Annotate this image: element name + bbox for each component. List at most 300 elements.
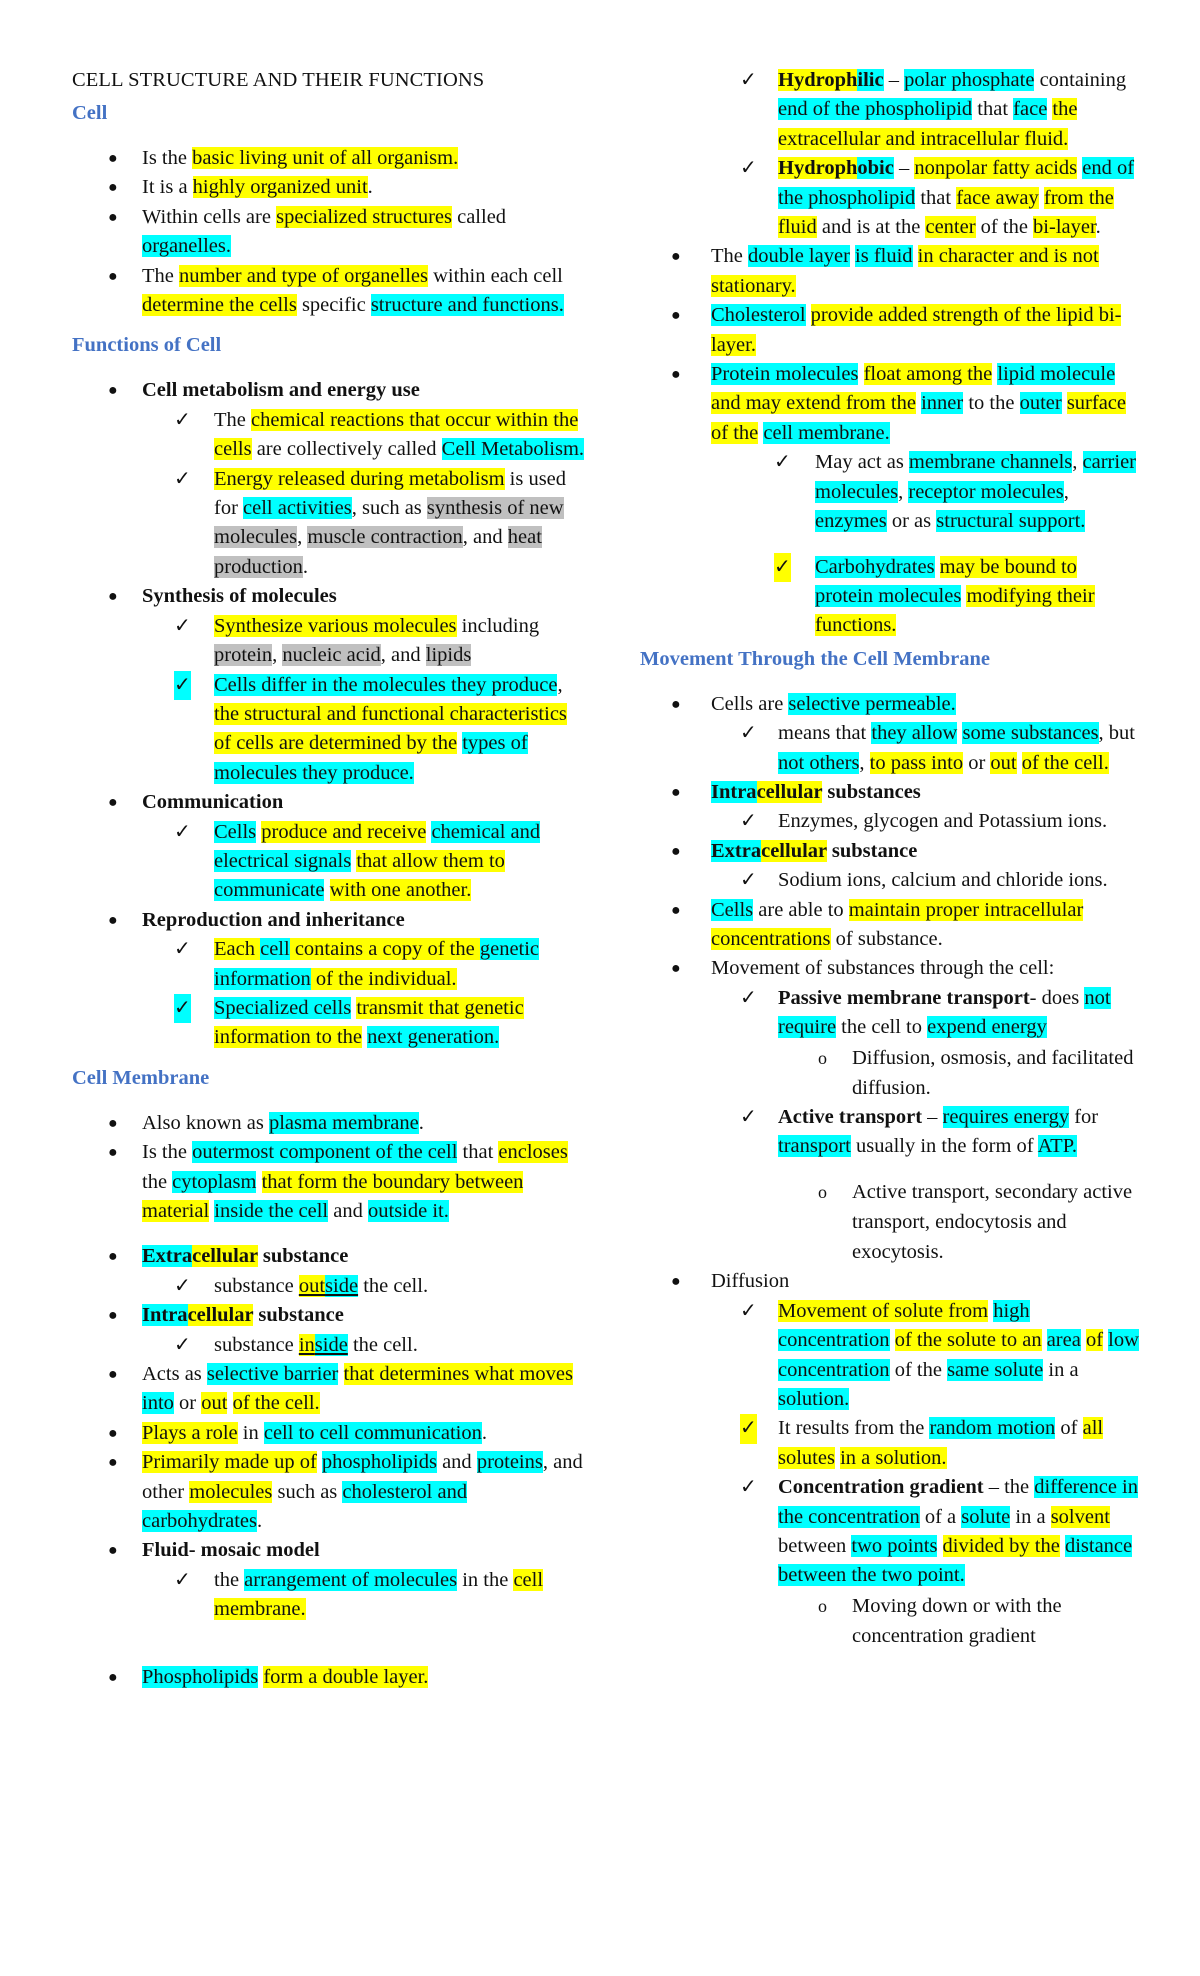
text-run: Cholesterol xyxy=(711,304,806,327)
text-run: encloses xyxy=(498,1141,568,1164)
text-run: out xyxy=(990,751,1017,774)
text-run: usually in the form of xyxy=(850,1135,1038,1157)
item-text: Active transport, secondary active transport, endocytosis and exocytosis. xyxy=(852,1181,1133,1264)
circle-bullet-icon: o xyxy=(818,1047,827,1068)
item-text xyxy=(142,265,564,316)
text-run: organelles. xyxy=(142,235,231,258)
text-run: provide added strength of the lipid bi-layer. xyxy=(711,304,1122,356)
bullet-icon: ● xyxy=(671,1273,681,1291)
list-item xyxy=(72,1138,587,1226)
text-run: of the cell. xyxy=(232,1392,320,1415)
text-run: Energy released during metabolism xyxy=(214,467,505,490)
text-run: with one another. xyxy=(329,879,472,902)
text-run: . xyxy=(302,555,308,578)
item-label: Reproduction and inheritance xyxy=(142,908,405,931)
text-run: , and other xyxy=(142,1451,583,1503)
item-text xyxy=(778,722,1135,773)
list-item xyxy=(72,582,587,611)
list-item xyxy=(640,866,1140,895)
text-run xyxy=(858,363,863,385)
text-run: The xyxy=(214,408,251,431)
text-run: inside the cell xyxy=(214,1200,329,1222)
text-run: cell xyxy=(260,938,290,961)
text-run: membrane channels xyxy=(908,451,1073,474)
text-run: face away xyxy=(956,186,1039,209)
text-run: selective permeable. xyxy=(788,692,956,715)
text-run: to the xyxy=(963,392,1020,415)
checkmark-icon: ✓ xyxy=(174,820,191,843)
text-run: that xyxy=(457,1141,499,1164)
list-item xyxy=(640,1297,1140,1415)
text-run: outer xyxy=(1019,392,1062,415)
text-run: cellular xyxy=(756,780,823,803)
text-run: – xyxy=(883,69,905,91)
text-run: high concentration xyxy=(778,1299,1030,1352)
bullet-icon: ● xyxy=(108,150,118,167)
item-text xyxy=(778,1106,1098,1157)
text-run: in character and is not stationary. xyxy=(711,245,1099,297)
text-run: specialized structures xyxy=(276,205,452,228)
heading-movement-through-cell-membrane: Movement Through the Cell Membrane xyxy=(640,647,990,670)
text-run: not others xyxy=(778,751,860,774)
item-text xyxy=(142,1141,568,1222)
list-item xyxy=(72,1242,587,1271)
item-text xyxy=(142,1422,487,1444)
text-run: out xyxy=(201,1392,228,1415)
text-run: , xyxy=(272,644,283,667)
item-label: Cell metabolism and energy use xyxy=(142,379,420,402)
text-run: in xyxy=(237,1421,264,1444)
checkmark-icon: ✓ xyxy=(174,1274,191,1297)
text-run: substance xyxy=(826,839,918,862)
text-run: genetic information xyxy=(214,938,540,990)
item-label xyxy=(142,1245,348,1267)
text-run: , xyxy=(1063,480,1069,503)
text-run: maintain proper intra xyxy=(848,898,1022,921)
bullet-icon: ● xyxy=(671,366,681,384)
text-run: to pass into xyxy=(869,751,964,774)
item-text xyxy=(142,1451,583,1532)
item-label: Synthesis of molecules xyxy=(142,585,337,608)
text-run: and xyxy=(328,1200,368,1222)
text-run: same solute xyxy=(947,1358,1044,1381)
text-run: surface of the xyxy=(711,392,1126,444)
item-text xyxy=(142,1363,573,1414)
list-item xyxy=(72,262,587,321)
list-item xyxy=(640,1414,1140,1473)
item-label: Communication xyxy=(142,791,284,814)
list-item xyxy=(640,66,1140,154)
text-run: that xyxy=(972,98,1014,121)
text-run: , xyxy=(557,673,563,696)
text-run: substance xyxy=(214,1274,299,1297)
text-run: structural support. xyxy=(936,510,1086,533)
text-run: lipids xyxy=(425,644,472,667)
list-item xyxy=(640,1043,1140,1103)
item-text xyxy=(142,176,373,198)
text-run: two points xyxy=(851,1535,938,1558)
bullet-icon: ● xyxy=(671,842,681,860)
list-item xyxy=(72,612,587,671)
text-run: Plays a role xyxy=(142,1421,238,1444)
bullet-icon: ● xyxy=(671,901,681,919)
text-run: solute xyxy=(961,1505,1011,1528)
text-run: highly organized unit xyxy=(192,176,368,199)
text-run: bi-layer xyxy=(1033,216,1096,239)
text-run: types of molecules they produce. xyxy=(214,732,528,784)
list-item xyxy=(640,154,1140,242)
checkmark-icon: ✓ xyxy=(774,451,791,474)
text-run: of a xyxy=(919,1505,962,1528)
text-run: cell membrane. xyxy=(214,1568,544,1621)
list-item xyxy=(640,1473,1140,1591)
text-run: all solutes xyxy=(778,1417,1104,1469)
text-run xyxy=(1042,1329,1047,1351)
text-run: that determines what moves xyxy=(343,1363,573,1386)
text-run: into xyxy=(142,1392,174,1415)
list-item xyxy=(640,360,1140,448)
text-run: low concentration xyxy=(778,1329,1139,1381)
list-item xyxy=(72,994,587,1053)
text-run: or as xyxy=(886,510,937,533)
list-item xyxy=(72,788,587,817)
text-run xyxy=(338,1363,343,1385)
text-run: the extracellular and intracellular fluid. xyxy=(778,98,1078,150)
bullet-icon: ● xyxy=(108,588,118,606)
item-text: Diffusion xyxy=(711,1270,790,1293)
text-run: containing xyxy=(1034,69,1127,91)
item-text xyxy=(778,157,1134,238)
list-item xyxy=(72,376,587,405)
text-run: of the xyxy=(975,216,1034,239)
text-run: or xyxy=(963,751,991,774)
item-text xyxy=(142,1112,424,1134)
list-item xyxy=(72,173,587,202)
list-item xyxy=(72,1360,587,1419)
text-run: and is at the xyxy=(816,216,926,239)
text-run: random motion xyxy=(929,1417,1056,1440)
item-text xyxy=(711,693,956,715)
list-item xyxy=(72,906,587,935)
item-text xyxy=(711,304,1121,355)
text-run: the cell to xyxy=(836,1016,928,1039)
item-text xyxy=(778,1476,1138,1586)
checkmark-icon: ✓ xyxy=(174,671,191,700)
text-run: Movement of solute from xyxy=(778,1299,989,1322)
text-run: , xyxy=(859,751,870,774)
text-run: solvent xyxy=(1050,1505,1110,1528)
text-run: face xyxy=(1013,98,1048,121)
item-text xyxy=(214,1275,428,1297)
list-item xyxy=(640,719,1140,778)
text-run: out xyxy=(298,1274,326,1297)
text-run: Hydroph xyxy=(778,157,858,180)
item-text xyxy=(214,674,567,784)
text-run: nonpolar fatty acids xyxy=(914,157,1078,180)
checkmark-icon: ✓ xyxy=(740,157,757,180)
text-run: Active transport xyxy=(778,1105,923,1128)
text-run: contains a copy of the xyxy=(289,938,480,961)
text-run: transmit that genetic information to the xyxy=(214,996,524,1049)
checkmark-icon: ✓ xyxy=(740,722,757,745)
text-run: synthesis of new molecules xyxy=(214,497,564,549)
item-text xyxy=(214,409,584,460)
text-run: is used for xyxy=(214,467,567,520)
text-run: double layer xyxy=(748,245,850,268)
item-text xyxy=(214,821,540,902)
text-run: for xyxy=(1069,1105,1099,1128)
bullet-icon: ● xyxy=(108,382,118,400)
heading-functions-of-cell: Functions of Cell xyxy=(72,334,222,357)
text-run: substance xyxy=(253,1304,344,1327)
text-run: Acts as xyxy=(142,1363,207,1386)
text-run: the cell. xyxy=(358,1274,429,1297)
text-run: obic xyxy=(857,157,894,180)
text-run: . xyxy=(481,1421,488,1444)
bullet-icon: ● xyxy=(108,179,118,197)
checkmark-icon: ✓ xyxy=(174,994,191,1023)
text-run: protein molecules xyxy=(815,584,962,607)
text-run: of xyxy=(1085,1329,1104,1352)
text-run: Also known as xyxy=(142,1111,269,1134)
text-run: in xyxy=(298,1333,315,1356)
text-run: - does xyxy=(1029,986,1085,1009)
text-run: determine the cells xyxy=(142,294,297,317)
text-run xyxy=(890,1329,895,1351)
text-run: substances xyxy=(822,780,921,803)
item-text xyxy=(711,245,1099,296)
list-item xyxy=(72,1301,587,1330)
text-run: of substance. xyxy=(830,927,943,950)
text-run: structure and functions. xyxy=(370,294,564,317)
list-item xyxy=(640,954,1140,983)
text-run: , and xyxy=(462,526,508,549)
item-text xyxy=(711,899,1083,950)
text-run: Carbohydrates xyxy=(815,555,935,578)
text-run: lipid molecule xyxy=(997,363,1116,386)
text-run: cholesterol and carbohydrates xyxy=(142,1480,468,1533)
text-run: specific xyxy=(296,294,371,317)
item-text xyxy=(778,987,1111,1038)
text-run: area xyxy=(1046,1329,1081,1352)
text-run: may be bound to xyxy=(939,555,1077,578)
list-item xyxy=(72,465,587,583)
list-item xyxy=(72,1566,587,1625)
list-item xyxy=(640,896,1140,955)
text-run: that allow them to xyxy=(356,849,505,872)
text-run: modifying their functions. xyxy=(815,584,1095,637)
text-run: nucleic acid xyxy=(282,644,381,667)
text-run xyxy=(256,1171,261,1193)
checkmark-icon: ✓ xyxy=(174,467,191,490)
text-run: muscle contraction xyxy=(307,526,463,549)
checkmark-icon: ✓ xyxy=(174,614,191,637)
bullet-icon: ● xyxy=(671,695,681,713)
text-run: and xyxy=(436,1451,477,1474)
item-text xyxy=(711,363,1126,444)
bullet-icon: ● xyxy=(108,208,118,226)
text-run: of the solute to an xyxy=(894,1329,1042,1352)
text-run: , xyxy=(297,526,308,549)
checkmark-icon: ✓ xyxy=(174,1568,191,1591)
text-run: outside it. xyxy=(368,1200,449,1222)
text-run: carrier molecules xyxy=(815,451,1137,503)
left-column xyxy=(72,66,587,1692)
bullet-icon: ● xyxy=(671,783,681,801)
list-item xyxy=(72,1536,587,1565)
text-run: of the xyxy=(889,1358,948,1381)
item-label xyxy=(142,1304,344,1326)
text-run: Extra xyxy=(142,1245,193,1268)
bullet-icon: ● xyxy=(108,794,118,812)
list-item xyxy=(640,1177,1140,1267)
item-text: Enzymes, glycogen and Potassium ions. xyxy=(778,810,1108,833)
text-run: the xyxy=(214,1568,245,1591)
text-run: chemical reactions that occur within the cells xyxy=(214,408,579,461)
list-item xyxy=(640,301,1140,360)
text-run: May act as xyxy=(815,451,909,474)
text-run: of xyxy=(1055,1417,1083,1440)
item-text xyxy=(142,147,458,169)
checkmark-icon: ✓ xyxy=(740,1299,757,1322)
text-run: end of the phospholipid xyxy=(778,157,1135,209)
text-run: transport xyxy=(778,1135,851,1157)
item-text xyxy=(214,938,539,989)
text-run: receptor molecules xyxy=(908,480,1064,503)
text-run: and may extend from the xyxy=(711,392,916,415)
text-run: The xyxy=(142,264,179,287)
item-text xyxy=(815,451,1136,532)
checkmark-icon: ✓ xyxy=(740,69,757,91)
text-run: within each cell xyxy=(427,264,563,287)
text-run: cell membrane. xyxy=(763,421,890,444)
membrane-list xyxy=(72,1109,587,1692)
text-run: , xyxy=(898,480,909,503)
text-run xyxy=(913,245,918,267)
movement-list xyxy=(640,690,1140,1651)
list-item xyxy=(640,448,1140,536)
bullet-icon: ● xyxy=(108,1424,118,1442)
item-text xyxy=(142,206,506,257)
list-item xyxy=(72,1331,587,1360)
list-item xyxy=(72,818,587,906)
text-run xyxy=(1017,752,1022,774)
text-run: Extra xyxy=(711,839,762,862)
checkmark-icon: ✓ xyxy=(740,869,757,892)
text-run: divided by the xyxy=(942,1535,1060,1558)
text-run: basic living unit of all organism. xyxy=(192,147,459,169)
text-run: are able to xyxy=(753,898,849,921)
text-run: , and xyxy=(380,644,426,667)
text-run: expend energy xyxy=(927,1016,1047,1039)
text-run: , such as xyxy=(351,497,427,520)
text-run: difference in the concentration xyxy=(778,1476,1139,1528)
text-run: Primarily made up of xyxy=(142,1451,317,1474)
text-run: polar phosphate xyxy=(904,69,1035,91)
text-run: protein xyxy=(214,644,273,667)
list-item xyxy=(640,242,1140,301)
text-run: from the fluid xyxy=(778,186,1114,239)
text-run: Hydroph xyxy=(778,69,858,91)
list-item xyxy=(640,1267,1140,1296)
text-run: Is the xyxy=(142,147,193,169)
text-run: in the xyxy=(457,1568,514,1591)
text-run: including xyxy=(456,614,540,637)
text-run: proteins xyxy=(476,1451,543,1474)
text-run: cell activities xyxy=(243,497,352,520)
text-run: . xyxy=(1095,216,1101,239)
text-run xyxy=(227,1392,232,1414)
list-item xyxy=(640,837,1140,866)
text-run: Cell Metabolism. xyxy=(441,438,585,461)
text-run: Concentration gradient xyxy=(778,1476,984,1499)
item-text xyxy=(214,1569,543,1620)
text-run: they allow xyxy=(871,722,958,745)
text-run: . xyxy=(367,176,373,199)
text-run: requires energy xyxy=(942,1105,1070,1128)
list-item xyxy=(72,1272,587,1301)
text-run: ATP. xyxy=(1037,1135,1077,1157)
text-run: communicate xyxy=(214,879,325,902)
text-run: – the xyxy=(983,1476,1035,1499)
bullet-icon: ● xyxy=(108,1248,118,1266)
text-run xyxy=(806,304,811,326)
item-text xyxy=(214,1334,418,1356)
list-item xyxy=(640,778,1140,807)
text-run: cellular xyxy=(192,1245,258,1268)
circle-bullet-icon: o xyxy=(818,1182,827,1203)
checkmark-icon: ✓ xyxy=(174,1333,191,1356)
text-run: in a xyxy=(1010,1505,1051,1528)
item-text xyxy=(214,997,524,1048)
item-label xyxy=(711,781,921,803)
item-text: Movement of substances through the cell: xyxy=(711,957,1055,980)
heading-cell-membrane: Cell Membrane xyxy=(72,1066,210,1089)
item-text xyxy=(214,615,539,666)
checkmark-icon: ✓ xyxy=(740,986,757,1009)
text-run: – xyxy=(922,1105,943,1128)
checkmark-icon: ✓ xyxy=(174,938,191,961)
text-run: enzymes xyxy=(815,510,887,533)
text-run: cellular xyxy=(187,1304,254,1327)
functions-list xyxy=(72,376,587,1052)
item-text xyxy=(778,1417,1103,1468)
checkmark-icon: ✓ xyxy=(740,810,757,833)
text-run: cellular xyxy=(761,839,827,862)
text-run: cell to cell communication xyxy=(263,1421,482,1444)
text-run: inner xyxy=(921,392,964,415)
text-run: Intra xyxy=(711,780,757,803)
text-run: the xyxy=(142,1170,173,1193)
bullet-icon: ● xyxy=(108,1668,118,1686)
list-item xyxy=(640,807,1140,836)
list-item xyxy=(640,984,1140,1043)
text-run: Specialized cells xyxy=(214,996,352,1019)
text-run: float among the xyxy=(863,363,993,386)
list-item xyxy=(640,1591,1140,1651)
checkmark-icon: ✓ xyxy=(774,553,791,582)
text-run: . xyxy=(418,1111,424,1134)
item-text xyxy=(142,1666,428,1688)
item-text xyxy=(214,468,566,578)
checkmark-icon: ✓ xyxy=(740,1476,757,1499)
bullet-icon: ● xyxy=(671,307,681,325)
list-item xyxy=(72,1663,587,1692)
text-run: heat production xyxy=(214,526,542,578)
text-run: that form the boundary between material xyxy=(142,1170,524,1222)
text-run: cytoplasm xyxy=(172,1170,257,1193)
text-run: is fluid xyxy=(855,245,913,268)
